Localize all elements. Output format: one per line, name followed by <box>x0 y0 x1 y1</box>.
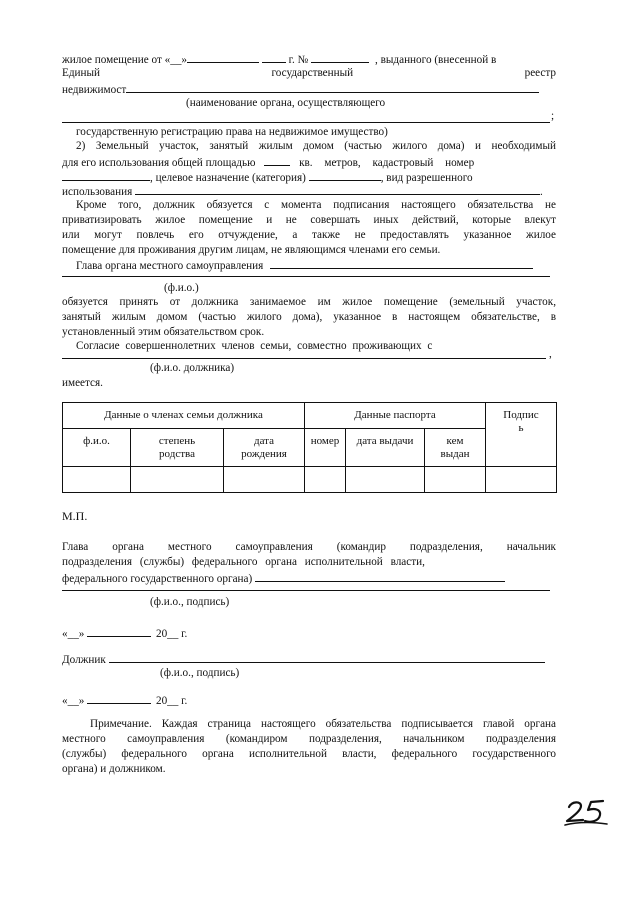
paragraph-line: подразделения (службы) федерального органа исполнительной власти, <box>62 556 425 568</box>
text-segment: ; <box>551 110 555 122</box>
text-line <box>62 258 570 273</box>
date-year: 20__ г. <box>155 695 188 707</box>
header-text: ь <box>518 422 524 434</box>
table-header-birth <box>224 429 305 467</box>
table-row <box>63 467 557 493</box>
blank-field <box>87 693 151 704</box>
blank-field <box>126 82 539 93</box>
blank-field <box>309 170 381 181</box>
text-segment: , <box>549 348 552 360</box>
header-text: рождения <box>241 447 287 460</box>
caption: (ф.и.о., подпись) <box>160 667 240 679</box>
text-segment: , вид разрешенного <box>380 172 473 184</box>
header-text: кем <box>446 434 464 447</box>
caption: государственную регистрацию права на недвижимое имущество) <box>76 126 388 138</box>
note-line: местного самоуправления (командиром подразделения, начальником подразделения <box>62 733 556 745</box>
blank-field <box>109 652 545 663</box>
text-segment: кв. метров, кадастровый номер <box>299 157 475 169</box>
table-header-degree <box>131 429 224 467</box>
note-line: органа) и должником. <box>62 763 166 775</box>
table-header-number: номер <box>305 429 346 467</box>
date-line <box>62 693 556 708</box>
date-year: 20__ г. <box>155 628 188 640</box>
seal-placeholder: М.П. <box>62 509 88 523</box>
blank-field <box>255 571 505 582</box>
text-segment: Глава органа местного самоуправления <box>76 260 264 272</box>
paragraph-line: Согласие совершеннолетних членов семьи, совместно проживающих с <box>76 340 433 352</box>
table-header-issue-date: дата выдачи <box>346 429 425 467</box>
paragraph-line: Кроме того, должник обязуется с момента подписания настоящего обязательства не <box>76 199 556 211</box>
family-members-table <box>62 402 557 493</box>
blank-field <box>135 184 540 195</box>
text-segment: , выданного (внесенной в <box>375 54 497 66</box>
table-cell <box>486 467 557 493</box>
text-line <box>62 571 556 586</box>
text-segment: федерального государственного органа) <box>62 573 253 585</box>
caption: (ф.и.о., подпись) <box>150 596 230 608</box>
table-cell <box>131 467 224 493</box>
table-cell <box>305 467 346 493</box>
date-day: «__» <box>62 628 85 640</box>
paragraph-line: 2) Земельный участок, занятый жилым домом (частью жилого дома) и необходимый <box>76 140 556 152</box>
blank-line <box>62 122 550 123</box>
table-header-issued-by <box>425 429 486 467</box>
text-segment: г. № <box>288 54 309 66</box>
blank-line <box>62 590 550 591</box>
blank-field <box>270 258 533 269</box>
text-line <box>62 170 556 185</box>
note-line: Примечание. Каждая страница настоящего обязательства подписывается главой органа <box>90 718 556 730</box>
text-line: имеется. <box>62 377 103 389</box>
caption: (ф.и.о. должника) <box>150 362 235 374</box>
table-cell <box>346 467 425 493</box>
table-header-signature <box>486 403 557 467</box>
text-segment: , целевое назначение (категория) <box>150 172 306 184</box>
header-text: дата <box>253 434 275 447</box>
paragraph-line: помещение для проживания другим лицам, не являющимся членами его семьи. <box>62 244 441 256</box>
blank-field <box>311 52 369 63</box>
debtor-label: Должник <box>62 654 106 666</box>
text-line <box>62 652 556 667</box>
text-segment: недвижимост <box>62 84 127 96</box>
caption: (ф.и.о.) <box>164 282 199 294</box>
header-text: степень <box>158 434 196 447</box>
blank-line <box>62 358 546 359</box>
table-cell <box>63 467 131 493</box>
blank-field <box>187 52 259 63</box>
note-line: (службы) федерального органа исполнительной власти, федерального государственного <box>62 748 556 760</box>
blank-field <box>264 155 290 166</box>
paragraph-line: занятый жилым домом (частью жилого дома), указанное в настоящем обязательстве, в <box>62 311 556 323</box>
date-day: «__» <box>62 695 85 707</box>
text-line <box>62 184 556 199</box>
text-line: Единый государственный реестр <box>62 67 556 79</box>
paragraph-line: приватизировать жилое помещение и не совершать иных действий, которые влекут <box>62 214 556 226</box>
paragraph-line: или могут повлечь его отчуждение, а также не предоставлять указанное жилое <box>62 229 556 241</box>
text-segment: для его использования общей площадью <box>62 157 256 169</box>
date-prefix: жилое помещение от «__» <box>62 54 188 66</box>
blank-line <box>62 276 550 277</box>
header-text: Подпис <box>503 409 539 421</box>
handwritten-page-number <box>563 795 611 827</box>
blank-field <box>262 52 286 63</box>
blank-field <box>62 170 150 181</box>
blank-field <box>87 626 151 637</box>
header-text: родства <box>159 447 195 460</box>
paragraph-line: установленный этим обязательством срок. <box>62 326 265 338</box>
paragraph-line: обязуется принять от должника занимаемое им жилое помещение (земельный участок, <box>62 296 556 308</box>
caption: (наименование органа, осуществляющего <box>186 97 386 109</box>
paragraph-line: Глава органа местного самоуправления (командир подразделения, начальник <box>62 541 556 553</box>
table-group-header: Данные паспорта <box>305 403 486 429</box>
table-group-header: Данные о членах семьи должника <box>63 403 305 429</box>
table-cell <box>425 467 486 493</box>
table-header-fio: ф.и.о. <box>63 429 131 467</box>
header-text: выдан <box>440 447 470 460</box>
text-line <box>62 52 556 67</box>
text-line <box>62 155 556 170</box>
text-segment: . <box>540 186 543 198</box>
text-line <box>62 82 556 97</box>
date-line <box>62 626 556 641</box>
table-cell <box>224 467 305 493</box>
text-segment: использования <box>62 186 133 198</box>
